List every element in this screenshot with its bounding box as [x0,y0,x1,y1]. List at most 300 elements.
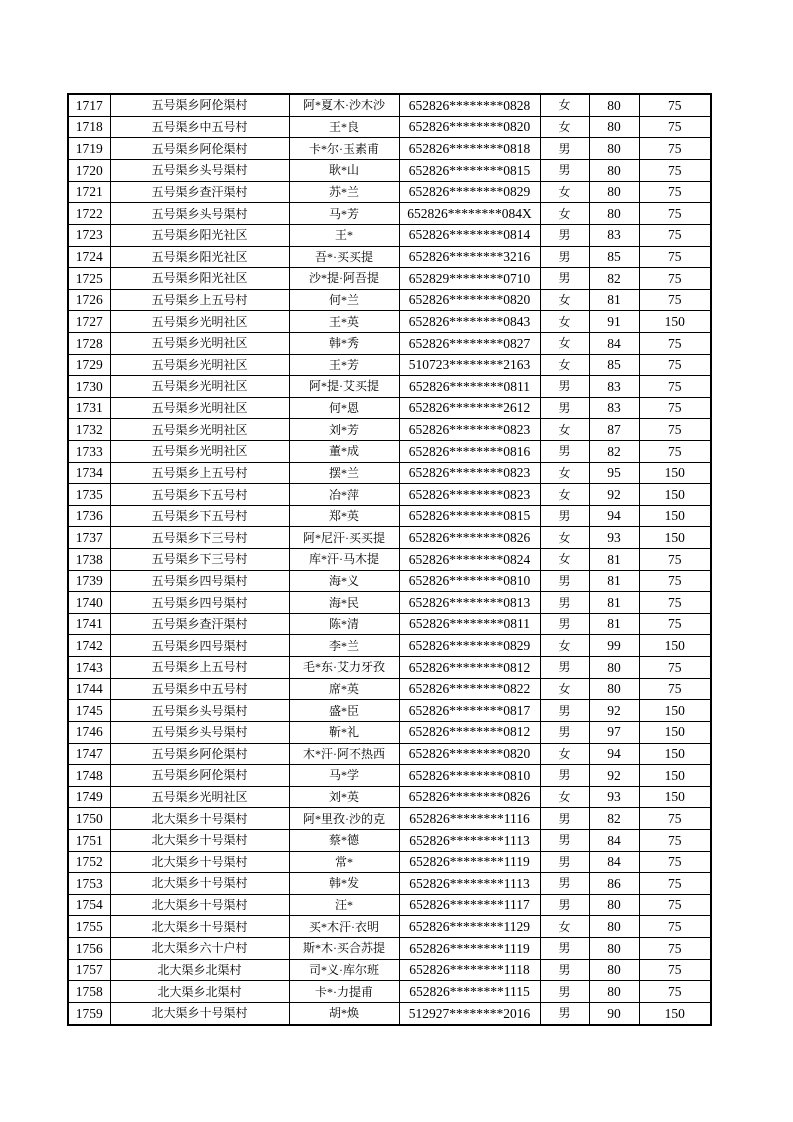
table-row [68,311,711,333]
table-row [68,246,711,268]
cell-gender: 女 [540,743,589,765]
cell-serial-number: 1737 [68,527,110,549]
cell-gender: 女 [540,116,589,138]
cell-gender: 男 [540,829,589,851]
cell-id-number: 652826********1119 [399,851,540,873]
cell-village: 五号渠乡光明社区 [110,332,289,354]
cell-amount: 75 [639,268,711,290]
cell-person-name: 买*木汗·衣明 [289,916,399,938]
cell-person-name: 刘*英 [289,786,399,808]
cell-person-name: 苏*兰 [289,181,399,203]
cell-serial-number: 1729 [68,354,110,376]
table-row [68,138,711,160]
cell-id-number: 652826********1129 [399,916,540,938]
cell-serial-number: 1750 [68,808,110,830]
cell-serial-number: 1759 [68,1002,110,1025]
cell-amount: 150 [639,527,711,549]
cell-village: 北大渠乡六十户村 [110,938,289,960]
cell-amount: 75 [639,203,711,225]
cell-gender: 男 [540,851,589,873]
cell-age: 84 [589,332,639,354]
cell-amount: 150 [639,765,711,787]
table-row [68,160,711,182]
cell-village: 五号渠乡阿伦渠村 [110,138,289,160]
cell-person-name: 靳*礼 [289,721,399,743]
table-row [68,376,711,398]
cell-id-number: 652826********0823 [399,419,540,441]
cell-age: 92 [589,700,639,722]
cell-village: 五号渠乡查汗渠村 [110,613,289,635]
cell-age: 94 [589,505,639,527]
cell-id-number: 652826********1118 [399,959,540,981]
cell-id-number: 652826********0820 [399,743,540,765]
table-row [68,657,711,679]
cell-id-number: 652826********0815 [399,505,540,527]
cell-serial-number: 1717 [68,94,110,116]
cell-village: 五号渠乡光明社区 [110,311,289,333]
cell-gender: 男 [540,224,589,246]
cell-age: 80 [589,916,639,938]
cell-amount: 75 [639,808,711,830]
cell-amount: 150 [639,743,711,765]
cell-village: 五号渠乡阿伦渠村 [110,765,289,787]
cell-serial-number: 1746 [68,721,110,743]
cell-gender: 男 [540,657,589,679]
cell-gender: 女 [540,549,589,571]
cell-amount: 75 [639,592,711,614]
cell-age: 80 [589,981,639,1003]
cell-serial-number: 1735 [68,484,110,506]
cell-village: 五号渠乡四号渠村 [110,570,289,592]
cell-id-number: 652826********0824 [399,549,540,571]
cell-person-name: 胡*焕 [289,1002,399,1025]
cell-amount: 150 [639,311,711,333]
cell-amount: 150 [639,484,711,506]
cell-amount: 75 [639,419,711,441]
cell-gender: 男 [540,765,589,787]
cell-gender: 男 [540,246,589,268]
cell-age: 93 [589,786,639,808]
cell-id-number: 652826********0827 [399,332,540,354]
cell-village: 五号渠乡光明社区 [110,354,289,376]
cell-village: 五号渠乡上五号村 [110,657,289,679]
cell-gender: 女 [540,484,589,506]
cell-gender: 男 [540,570,589,592]
cell-person-name: 董*成 [289,441,399,463]
cell-id-number: 652826********0826 [399,786,540,808]
cell-age: 81 [589,549,639,571]
table-row [68,570,711,592]
cell-amount: 75 [639,116,711,138]
cell-gender: 男 [540,981,589,1003]
cell-person-name: 库*汗·马木提 [289,549,399,571]
table-row [68,224,711,246]
table-row [68,981,711,1003]
cell-gender: 女 [540,311,589,333]
table-row [68,635,711,657]
cell-age: 80 [589,678,639,700]
cell-gender: 男 [540,441,589,463]
cell-serial-number: 1727 [68,311,110,333]
cell-village: 五号渠乡光明社区 [110,441,289,463]
cell-serial-number: 1740 [68,592,110,614]
cell-age: 83 [589,376,639,398]
cell-id-number: 652826********1113 [399,873,540,895]
table-row [68,916,711,938]
cell-gender: 男 [540,959,589,981]
cell-amount: 75 [639,829,711,851]
cell-village: 北大渠乡十号渠村 [110,894,289,916]
cell-serial-number: 1721 [68,181,110,203]
cell-serial-number: 1753 [68,873,110,895]
table-row [68,786,711,808]
cell-amount: 75 [639,613,711,635]
cell-gender: 男 [540,376,589,398]
cell-amount: 75 [639,851,711,873]
cell-serial-number: 1728 [68,332,110,354]
cell-amount: 75 [639,397,711,419]
cell-village: 五号渠乡四号渠村 [110,592,289,614]
cell-village: 五号渠乡阳光社区 [110,268,289,290]
cell-gender: 男 [540,808,589,830]
cell-village: 北大渠乡十号渠村 [110,916,289,938]
cell-gender: 女 [540,94,589,116]
cell-amount: 75 [639,549,711,571]
cell-age: 80 [589,181,639,203]
cell-age: 86 [589,873,639,895]
cell-village: 北大渠乡十号渠村 [110,851,289,873]
cell-age: 83 [589,224,639,246]
cell-id-number: 652826********0828 [399,94,540,116]
table-row [68,441,711,463]
cell-serial-number: 1757 [68,959,110,981]
table-row [68,959,711,981]
cell-age: 84 [589,829,639,851]
cell-person-name: 司*义·库尔班 [289,959,399,981]
cell-serial-number: 1726 [68,289,110,311]
cell-person-name: 陈*清 [289,613,399,635]
cell-id-number: 652826********0843 [399,311,540,333]
table-row [68,527,711,549]
cell-village: 五号渠乡四号渠村 [110,635,289,657]
cell-age: 80 [589,94,639,116]
cell-serial-number: 1749 [68,786,110,808]
cell-gender: 女 [540,181,589,203]
cell-village: 五号渠乡头号渠村 [110,160,289,182]
cell-gender: 男 [540,592,589,614]
cell-village: 五号渠乡下五号村 [110,484,289,506]
cell-serial-number: 1739 [68,570,110,592]
cell-person-name: 刘*芳 [289,419,399,441]
cell-id-number: 652826********0820 [399,116,540,138]
pension-roster-table [67,93,712,1026]
cell-serial-number: 1722 [68,203,110,225]
cell-gender: 女 [540,786,589,808]
table-row [68,354,711,376]
cell-person-name: 摆*兰 [289,462,399,484]
cell-person-name: 斯*木·买合苏提 [289,938,399,960]
cell-amount: 75 [639,959,711,981]
cell-village: 五号渠乡光明社区 [110,397,289,419]
cell-amount: 75 [639,138,711,160]
cell-serial-number: 1734 [68,462,110,484]
cell-id-number: 652826********0823 [399,484,540,506]
cell-gender: 女 [540,527,589,549]
cell-id-number: 652826********1116 [399,808,540,830]
cell-id-number: 652826********0829 [399,181,540,203]
cell-age: 83 [589,397,639,419]
cell-person-name: 海*义 [289,570,399,592]
table-row [68,829,711,851]
cell-age: 82 [589,441,639,463]
cell-person-name: 阿*夏木·沙木沙 [289,94,399,116]
cell-village: 五号渠乡头号渠村 [110,203,289,225]
cell-village: 五号渠乡阿伦渠村 [110,743,289,765]
cell-amount: 75 [639,224,711,246]
table-row [68,94,711,116]
cell-serial-number: 1736 [68,505,110,527]
cell-gender: 男 [540,397,589,419]
cell-age: 81 [589,613,639,635]
cell-person-name: 阿*提·艾买提 [289,376,399,398]
cell-amount: 75 [639,332,711,354]
cell-age: 97 [589,721,639,743]
cell-age: 92 [589,484,639,506]
cell-id-number: 652826********3216 [399,246,540,268]
cell-person-name: 李*兰 [289,635,399,657]
cell-serial-number: 1745 [68,700,110,722]
cell-village: 五号渠乡阳光社区 [110,246,289,268]
table-row [68,894,711,916]
cell-id-number: 652826********0829 [399,635,540,657]
cell-village: 五号渠乡下三号村 [110,527,289,549]
cell-village: 北大渠乡十号渠村 [110,1002,289,1025]
cell-serial-number: 1723 [68,224,110,246]
cell-person-name: 王*良 [289,116,399,138]
cell-village: 五号渠乡头号渠村 [110,700,289,722]
cell-village: 五号渠乡中五号村 [110,678,289,700]
cell-amount: 150 [639,700,711,722]
cell-id-number: 652826********2612 [399,397,540,419]
cell-serial-number: 1752 [68,851,110,873]
cell-gender: 男 [540,873,589,895]
cell-person-name: 阿*尼汗·买买提 [289,527,399,549]
cell-person-name: 王*英 [289,311,399,333]
cell-gender: 女 [540,678,589,700]
cell-amount: 75 [639,246,711,268]
cell-person-name: 马*芳 [289,203,399,225]
cell-village: 五号渠乡光明社区 [110,419,289,441]
cell-serial-number: 1756 [68,938,110,960]
table-row [68,181,711,203]
cell-id-number: 652826********1115 [399,981,540,1003]
cell-age: 80 [589,959,639,981]
cell-id-number: 652826********084X [399,203,540,225]
cell-village: 五号渠乡中五号村 [110,116,289,138]
cell-serial-number: 1718 [68,116,110,138]
cell-id-number: 652826********0811 [399,613,540,635]
cell-age: 94 [589,743,639,765]
cell-serial-number: 1758 [68,981,110,1003]
cell-age: 80 [589,894,639,916]
cell-gender: 女 [540,289,589,311]
cell-id-number: 652826********0812 [399,721,540,743]
cell-age: 80 [589,938,639,960]
cell-serial-number: 1751 [68,829,110,851]
table-row [68,700,711,722]
cell-person-name: 汪* [289,894,399,916]
cell-age: 80 [589,203,639,225]
cell-id-number: 652826********0811 [399,376,540,398]
cell-id-number: 512927********2016 [399,1002,540,1025]
cell-age: 80 [589,160,639,182]
table-row [68,203,711,225]
cell-village: 五号渠乡上五号村 [110,462,289,484]
cell-serial-number: 1742 [68,635,110,657]
cell-person-name: 郑*英 [289,505,399,527]
cell-person-name: 阿*里孜·沙的克 [289,808,399,830]
cell-gender: 男 [540,268,589,290]
cell-person-name: 韩*发 [289,873,399,895]
cell-gender: 女 [540,462,589,484]
table-row [68,419,711,441]
cell-age: 81 [589,289,639,311]
table-row [68,484,711,506]
cell-id-number: 652826********0813 [399,592,540,614]
cell-person-name: 盛*臣 [289,700,399,722]
table-row [68,397,711,419]
cell-age: 87 [589,419,639,441]
cell-amount: 150 [639,462,711,484]
cell-id-number: 652826********0822 [399,678,540,700]
cell-serial-number: 1720 [68,160,110,182]
table-row [68,268,711,290]
cell-serial-number: 1741 [68,613,110,635]
cell-id-number: 652826********0816 [399,441,540,463]
cell-id-number: 510723********2163 [399,354,540,376]
cell-person-name: 蔡*德 [289,829,399,851]
cell-serial-number: 1744 [68,678,110,700]
cell-id-number: 652826********0814 [399,224,540,246]
cell-amount: 75 [639,894,711,916]
cell-person-name: 王* [289,224,399,246]
table-row [68,938,711,960]
cell-serial-number: 1730 [68,376,110,398]
cell-village: 北大渠乡北渠村 [110,981,289,1003]
cell-amount: 150 [639,721,711,743]
cell-age: 90 [589,1002,639,1025]
cell-amount: 150 [639,1002,711,1025]
cell-age: 91 [589,311,639,333]
cell-person-name: 马*学 [289,765,399,787]
cell-gender: 女 [540,203,589,225]
cell-amount: 75 [639,938,711,960]
cell-village: 五号渠乡阳光社区 [110,224,289,246]
cell-gender: 男 [540,721,589,743]
cell-age: 95 [589,462,639,484]
cell-amount: 75 [639,376,711,398]
table-row [68,289,711,311]
cell-person-name: 沙*提·阿吾提 [289,268,399,290]
cell-id-number: 652826********0823 [399,462,540,484]
cell-gender: 男 [540,700,589,722]
cell-village: 北大渠乡十号渠村 [110,829,289,851]
cell-serial-number: 1747 [68,743,110,765]
cell-amount: 75 [639,441,711,463]
cell-amount: 75 [639,678,711,700]
cell-gender: 女 [540,635,589,657]
cell-serial-number: 1733 [68,441,110,463]
cell-age: 92 [589,765,639,787]
cell-person-name: 冶*萍 [289,484,399,506]
cell-id-number: 652826********1113 [399,829,540,851]
cell-amount: 75 [639,160,711,182]
cell-gender: 女 [540,332,589,354]
cell-village: 五号渠乡阿伦渠村 [110,94,289,116]
table-row [68,851,711,873]
cell-gender: 男 [540,938,589,960]
cell-amount: 75 [639,873,711,895]
table-row [68,808,711,830]
cell-gender: 男 [540,505,589,527]
cell-age: 81 [589,570,639,592]
cell-person-name: 韩*秀 [289,332,399,354]
table-row [68,505,711,527]
cell-serial-number: 1732 [68,419,110,441]
cell-amount: 75 [639,181,711,203]
cell-serial-number: 1719 [68,138,110,160]
cell-person-name: 王*芳 [289,354,399,376]
cell-amount: 75 [639,981,711,1003]
cell-person-name: 何*恩 [289,397,399,419]
table-row [68,721,711,743]
cell-amount: 75 [639,570,711,592]
cell-person-name: 木*汗·阿不热西 [289,743,399,765]
cell-age: 84 [589,851,639,873]
table-row [68,332,711,354]
cell-id-number: 652826********0820 [399,289,540,311]
cell-serial-number: 1748 [68,765,110,787]
cell-serial-number: 1725 [68,268,110,290]
cell-amount: 75 [639,289,711,311]
cell-person-name: 卡*尔·玉素甫 [289,138,399,160]
cell-serial-number: 1731 [68,397,110,419]
cell-age: 85 [589,246,639,268]
cell-age: 82 [589,808,639,830]
cell-age: 81 [589,592,639,614]
table-row [68,116,711,138]
cell-age: 99 [589,635,639,657]
cell-id-number: 652826********0815 [399,160,540,182]
table-row [68,549,711,571]
cell-amount: 150 [639,786,711,808]
cell-amount: 150 [639,635,711,657]
table-row [68,592,711,614]
cell-person-name: 常* [289,851,399,873]
cell-village: 北大渠乡十号渠村 [110,808,289,830]
cell-person-name: 海*民 [289,592,399,614]
cell-id-number: 652826********0817 [399,700,540,722]
cell-serial-number: 1743 [68,657,110,679]
cell-serial-number: 1724 [68,246,110,268]
cell-id-number: 652826********0810 [399,765,540,787]
cell-id-number: 652826********1119 [399,938,540,960]
cell-amount: 75 [639,916,711,938]
cell-gender: 男 [540,613,589,635]
table-row [68,873,711,895]
cell-gender: 男 [540,138,589,160]
cell-village: 北大渠乡十号渠村 [110,873,289,895]
